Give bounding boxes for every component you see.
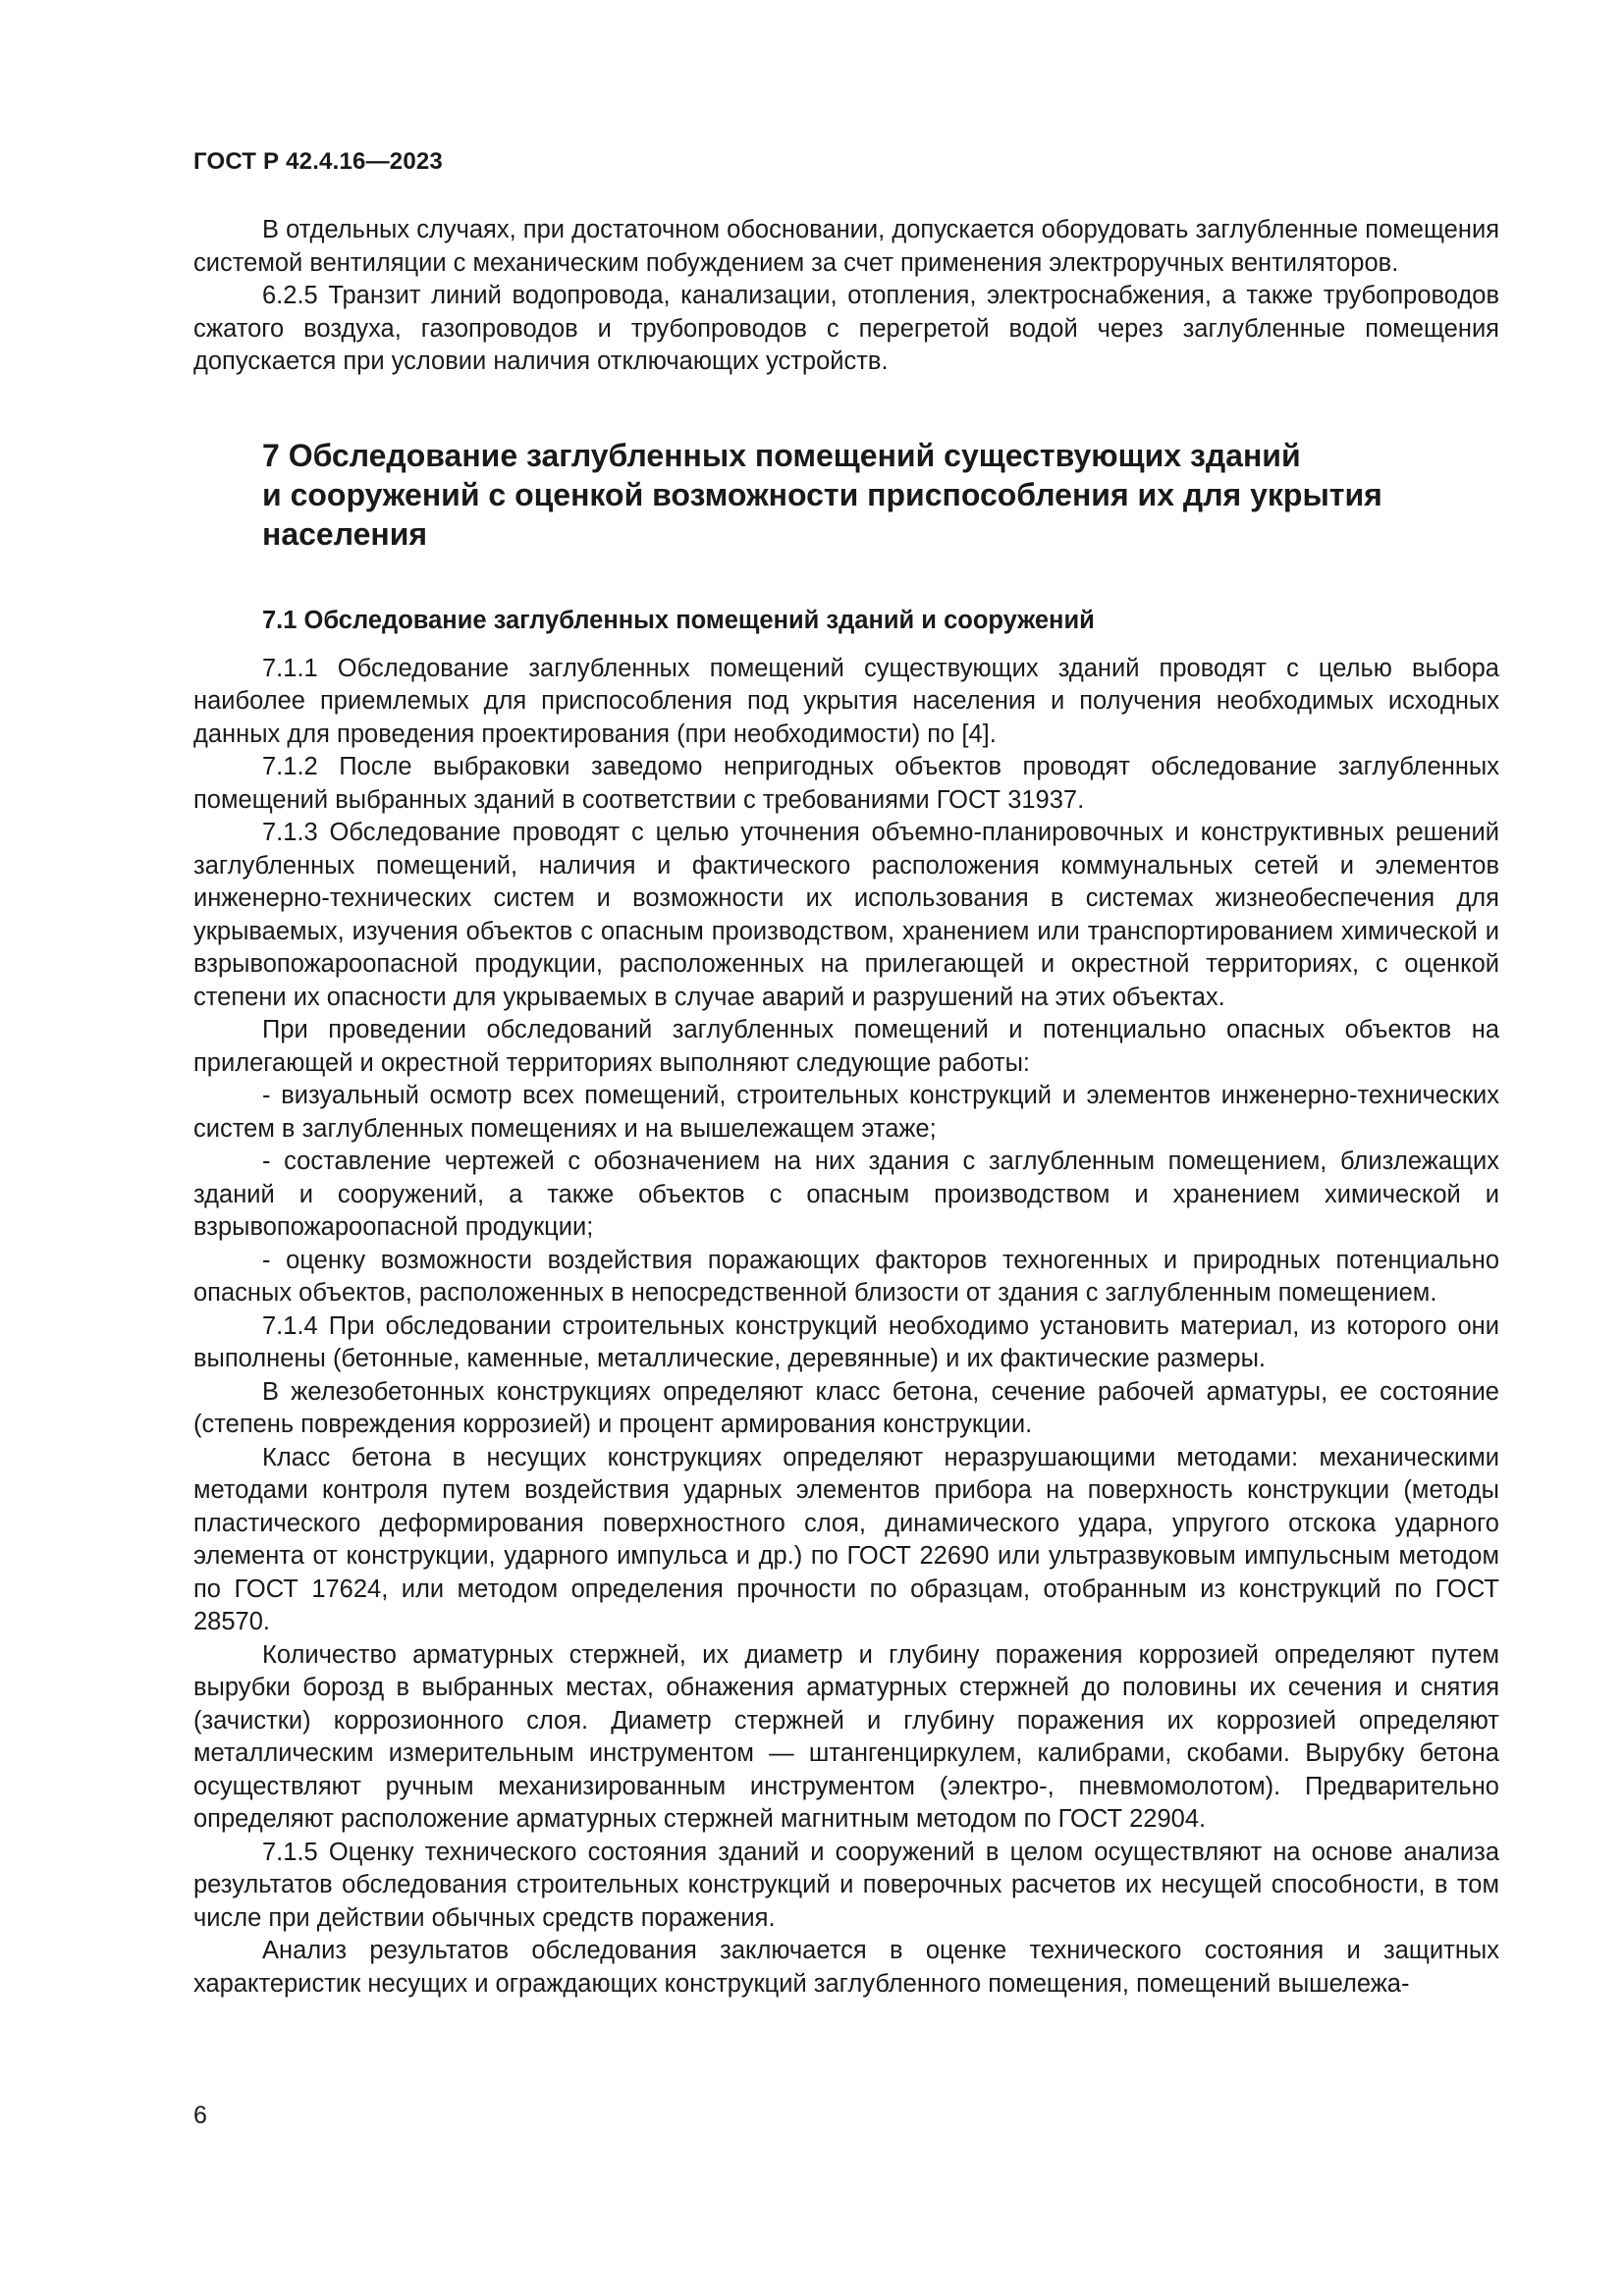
paragraph-analysis: Анализ результатов обследования заключается в оценке технического состояния и защитных характеристик несущих и ограждающих конструкций заглубленного помещения, помещений вышележа- <box>193 1937 1499 1998</box>
paragraph-concrete-class: Класс бетона в несущих конструкциях определяют неразрушающими методами: механическими методами контроля путем воздействия ударных элементов прибора на поверхность конструкции (методы пластического деформирования поверхностного слоя, динамического удара, упругого отскока ударного элемента от конструкции, ударного импульса и др.) по ГОСТ 22690 или ультразвуковым импульсным методом по ГОСТ 17624, или методом определения прочности по образцам, отобранным из конструкций по ГОСТ 28570. <box>193 1443 1499 1635</box>
list-item-visual-inspection: - визуальный осмотр всех помещений, строительных конструкций и элементов инженерно-технических систем в заглубленных помещениях и на вышележащем этаже; <box>193 1082 1499 1143</box>
subsection-title: 7.1 Обследование заглубленных помещений зданий и сооружений <box>262 606 1095 634</box>
paragraph-works-intro: При проведении обследований заглубленных помещений и потенциально опасных объектов на прилегающей и окрестной территориях выполняют следующие работы: <box>193 1016 1499 1077</box>
paragraph-rebar-count: Количество арматурных стержней, их диаметр и глубину поражения коррозией определяют путем вырубки борозд в выбранных местах, обнажения арматурных стержней до половины их сечения и снятия (зачистки) коррозионного слоя. Диаметр стержней и глубину поражения их коррозией определяют металлическим измерительным инструментом — штангенциркулем, калибрами, скобами. Вырубку бетона осуществляют ручным механизированным инструментом (электро-, пневмомолотом). Предварительно определяют расположение арматурных стержней магнитным методом по ГОСТ 22904. <box>193 1640 1499 1833</box>
paragraph-7-1-2: 7.1.2 После выбраковки заведомо непригодных объектов проводят обследование заглубленных помещений выбранных зданий в соответствии с требованиями ГОСТ 31937. <box>193 753 1499 814</box>
paragraph-7-1-3: 7.1.3 Обследование проводят с целью уточнения объемно-планировочных и конструктивных решений заглубленных помещений, наличия и фактического расположения коммунальных сетей и элементов инженерно-технических систем и возможности их использования в системах жизнеобеспечения для укрываемых, изучения объектов с опасным производством, хранением или транспортированием химической и взрывопожароопасной продукции, расположенных на прилегающей и окрестной территориях, с оценкой степени их опасности для укрываемых в случае аварий и разрушений на этих объектах. <box>193 819 1499 1011</box>
section-title-line-1: 7 Обследование заглубленных помещений существующих зданий <box>262 437 1301 473</box>
document-header: ГОСТ Р 42.4.16—2023 <box>193 148 443 175</box>
page-number: 6 <box>193 2102 207 2129</box>
paragraph-7-1-4: 7.1.4 При обследовании строительных конструкций необходимо установить материал, из которого они выполнены (бетонные, каменные, металлические, деревянные) и их фактические размеры. <box>193 1311 1499 1372</box>
paragraph-reinforced-concrete: В железобетонных конструкциях определяют класс бетона, сечение рабочей арматуры, ее состояние (степень повреждения коррозией) и процент армирования конструкции. <box>193 1377 1499 1438</box>
section-title-line-2: и сооружений с оценкой возможности приспособления их для укрытия <box>262 476 1382 512</box>
paragraph-7-1-5: 7.1.5 Оценку технического состояния зданий и сооружений в целом осуществляют на основе анализа результатов обследования строительных конструкций и поверочных расчетов их несущей способности, в том числе при действии обычных средств поражения. <box>193 1838 1499 1932</box>
section-title-line-3: населения <box>262 515 428 552</box>
section-title <box>262 436 1499 554</box>
intro-paragraph-1: В отдельных случаях, при достаточном обосновании, допускается оборудовать заглубленные помещения системой вентиляции с механическим побуждением за счет применения электроручных вентиляторов. <box>193 216 1499 277</box>
paragraph-7-1-1: 7.1.1 Обследование заглубленных помещений существующих зданий проводят с целью выбора наиболее приемлемых для приспособления под укрытия населения и получения необходимых исходных данных для проведения проектирования (при необходимости) по [4]. <box>193 654 1499 748</box>
intro-paragraph-2: 6.2.5 Транзит линий водопровода, канализации, отопления, электроснабжения, а также трубопроводов сжатого воздуха, газопроводов и трубопроводов с перегретой водой через заглубленные помещения допускается при условии наличия отключающих устройств. <box>193 282 1499 375</box>
document-page <box>193 147 1499 2001</box>
list-item-drawings: - составление чертежей с обозначением на них здания с заглубленным помещением, близлежащих зданий и сооружений, а также объектов с опасным производством и хранением химической и взрывопожароопасной продукции; <box>193 1148 1499 1241</box>
list-item-hazard-assessment: - оценку возможности воздействия поражающих факторов техногенных и природных потенциально опасных объектов, расположенных в непосредственной близости от здания с заглубленным помещением. <box>193 1246 1499 1307</box>
